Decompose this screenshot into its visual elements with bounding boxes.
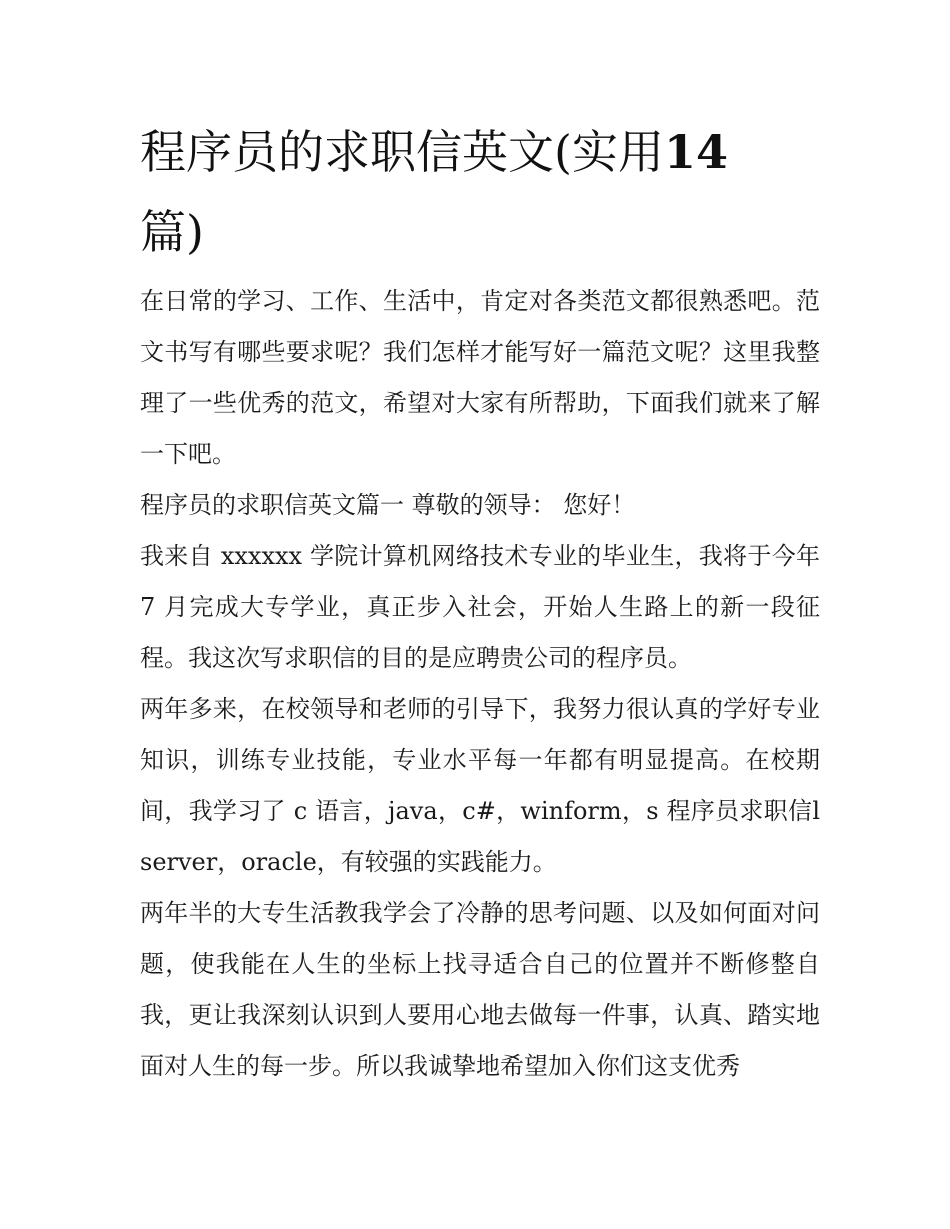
letter-paragraph-growth: 两年半的大专生活教我学会了冷静的思考问题、以及如何面对问题，使我能在人生的坐标上找寻适合自己的位置并不断修整自我，更让我深刻认识到人要用心地去做每一件事，认真、踏实地面对人生的每一步。所以我诚挚地希望加入你们这支优秀 (140, 899, 820, 1080)
title-main: 程序员的求职信英文(实用 (140, 125, 664, 179)
document-body (140, 276, 820, 1092)
letter-paragraph-study: 两年多来，在校领导和老师的引导下，我努力很认真的学好专业知识，训练专业技能，专业水平每一年都有明显提高。在校期间，我学习了 c 语言，java，c#，winform，s 程序员求职信lserver，oracle，有较强的实践能力。 (140, 695, 820, 876)
title-end: 篇) (140, 205, 204, 259)
title-number: 14 (663, 125, 728, 179)
letter-paragraph-origin: 我来自 xxxxxx 学院计算机网络技术专业的毕业生，我将于今年 7 月完成大专学业，真正步入社会，开始人生路上的新一段征程。我这次写求职信的目的是应聘贵公司的程序员。 (140, 542, 820, 672)
intro-paragraph: 在日常的学习、工作、生活中，肯定对各类范文都很熟悉吧。范文书写有哪些要求呢？我们怎样才能写好一篇范文呢？这里我整理了一些优秀的范文，希望对大家有所帮助，下面我们就来了解一下吧。 (140, 287, 820, 468)
letter-heading: 程序员的求职信英文篇一 尊敬的领导： 您好！ (140, 491, 636, 519)
page-title (140, 112, 820, 272)
